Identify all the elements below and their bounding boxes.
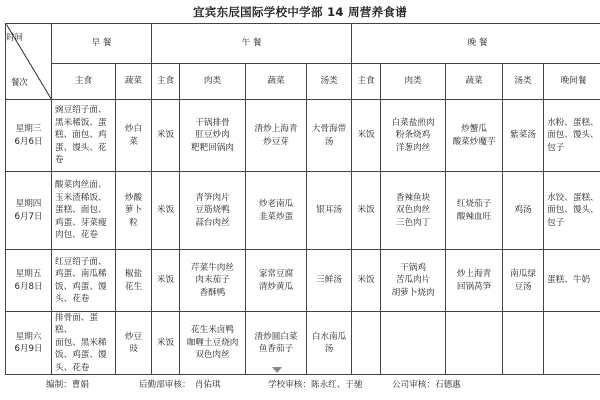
page-title: 宜宾东辰国际学校中学部 14 周营养食谱 [192,5,407,19]
col-header: 肉类 [381,64,446,100]
school-review-label: 学校审核：陈永红、于驰 [268,380,363,390]
menu-sheet [5,23,599,373]
lunch-staple-cell: 米饭 [152,100,180,172]
col-header: 汤类 [307,64,352,100]
col-header: 蔬菜 [446,64,503,100]
breakfast-veg-cell: 炒豆 豉 [116,312,152,375]
dinner-soup-cell: 紫菜汤 [503,100,544,172]
company-review-label: 公司审核：石德惠 [392,380,461,390]
dinner-staple-cell: 米饭 [352,172,381,250]
dinner-meat-cell: 干锅鸡 苦瓜肉片 胡萝卜烧肉 [381,250,446,312]
lunch-meat-cell: 芹菜牛肉丝 肉末茄子 香酥鸭 [180,250,246,312]
breakfast-veg-cell: 炒酸 萝卜 粒 [116,172,152,250]
dinner-veg-cell: 红烧茄子 酸辣血旺 [446,172,503,250]
dinner-staple-cell [352,312,381,375]
day-cell: 星期四 6月7日 [6,172,52,250]
dinner-staple-cell: 米饭 [352,100,381,172]
col-header: 晚间餐 [544,64,600,100]
day-cell: 星期六 6月9日 [6,312,52,375]
lunch-header: 午 餐 [152,24,352,64]
day-cell: 星期五 6月8日 [6,250,52,312]
dinner-soup-cell [503,312,544,375]
night-snack-cell: 蛋糕、牛奶 [544,250,600,312]
meal-label: 餐次 [11,76,28,87]
col-header: 蔬菜 [246,64,307,100]
editor-label: 编制：曹娟 [46,380,89,390]
menu-table [5,23,600,375]
lunch-soup-cell: 大骨海带 汤 [307,100,352,172]
col-header: 汤类 [503,64,544,100]
breakfast-staple-cell: 排骨面、蛋糕、 面包、黑米稀 饭、鸡蛋、馒 头、花卷 [52,312,116,375]
breakfast-staple-cell: 酸菜肉丝面、 玉米渣稀饭、 蛋糕、面包、 鸡蛋、芽菜瘦 肉包、花卷 [52,172,116,250]
night-snack-cell: 水饺、蛋糕、 面包、馒头、 包子 [544,172,600,250]
signature-footer [0,378,600,392]
lunch-staple-cell: 米饭 [152,250,180,312]
lunch-soup-cell: 三鲜汤 [307,250,352,312]
col-header: 蔬菜 [116,64,152,100]
breakfast-staple-cell: 红豆绍子面、 鸡蛋、南瓜稀 饭、鸡蛋、馒 头、花卷 [52,250,116,312]
breakfast-staple-cell: 豌豆绍子面、 黑米稀饭、蛋 糕、面包、鸡 蛋、馒头、花 卷 [52,100,116,172]
dinner-veg-cell: 炒蟹瓜 酸菜炒魔芋 [446,100,503,172]
col-header: 主食 [352,64,381,100]
lunch-veg-cell: 清炒上海青 炒豆芽 [246,100,307,172]
dinner-veg-cell [446,312,503,375]
table-row [6,100,600,172]
day-cell: 星期三 6月6日 [6,100,52,172]
night-snack-cell [544,312,600,375]
lunch-staple-cell: 米饭 [152,312,180,375]
table-row [6,172,600,250]
dinner-header: 晚 餐 [352,24,600,64]
caret-down-icon [272,367,282,373]
col-header: 肉类 [180,64,246,100]
dinner-soup-cell: 南瓜绿 豆汤 [503,250,544,312]
breakfast-veg-cell: 炒白 菜 [116,100,152,172]
breakfast-header: 早 餐 [52,24,152,64]
logistics-review-label: 后勤部审核： 肖佑琪 [139,380,221,390]
time-label: 时间 [6,32,23,42]
dinner-meat-cell: 香辣鱼块 双色肉丝 三色肉丁 [381,172,446,250]
table-row [6,250,600,312]
lunch-meat-cell: 花生米卤鸭 咖喱土豆烧肉 双色肉丝 [180,312,246,375]
lunch-meat-cell: 青笋肉片 豆筋烧鸭 蒜台肉丝 [180,172,246,250]
dinner-meat-cell [381,312,446,375]
header-row-1 [6,24,600,64]
lunch-staple-cell: 米饭 [152,172,180,250]
dinner-veg-cell: 炒上海青 回锅莴笋 [446,250,503,312]
dinner-soup-cell: 鸡汤 [503,172,544,250]
col-header: 主食 [52,64,116,100]
lunch-veg-cell: 家常豆腐 清炒黄瓜 [246,250,307,312]
col-header: 主食 [152,64,180,100]
table-row [6,312,600,375]
lunch-veg-cell: 炒老南瓜 韭菜炒蛋 [246,172,307,250]
dinner-staple-cell: 米饭 [352,250,381,312]
night-snack-cell: 水粉、蛋糕、 面包、馒头、 包子 [544,100,600,172]
lunch-veg-cell: 清炒圆白菜 鱼香茄子 [246,312,307,375]
lunch-soup-cell: 白水南瓜 汤 [307,312,352,375]
lunch-meat-cell: 干锅排骨 肛豆炒肉 粑粑回锅肉 [180,100,246,172]
breakfast-veg-cell: 椒盐 花生 [116,250,152,312]
header-row-2 [6,64,600,100]
lunch-soup-cell: 银耳汤 [307,172,352,250]
diagonal-header-cell [6,24,52,100]
dinner-meat-cell: 白菜盐煎肉 粉条烧鸡 洋葱肉丝 [381,100,446,172]
